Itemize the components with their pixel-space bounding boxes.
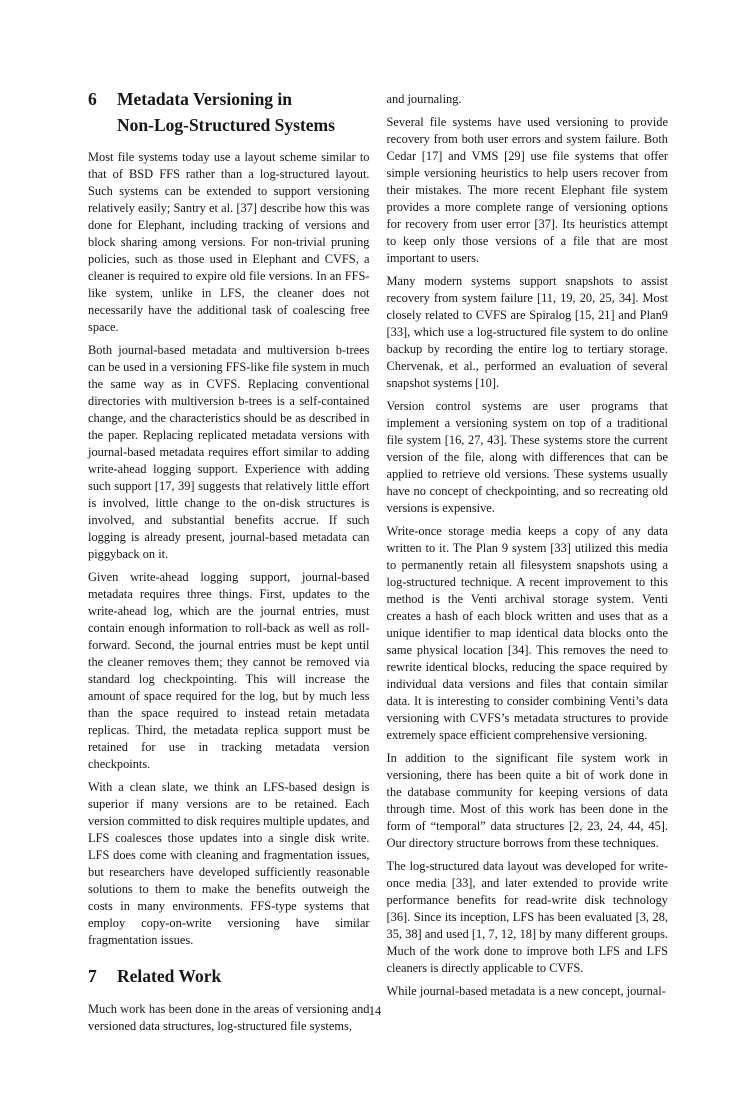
section-7-title-line-1: Related Work bbox=[117, 966, 222, 986]
paragraph: While journal-based metadata is a new concept, journal- bbox=[386, 984, 666, 998]
section-7-title bbox=[117, 963, 370, 989]
paragraph: Both journal-based metadata and multiversion b-trees can be used in a versioning FFS-like file system in much the same way as in CVFS. Replacing conventional directories with multiversion b-trees is a self-contained change, and the characteristics should be as described in the paper. Replacing replicated metadata versions with journal-based metadata requires effort similar to adding write-ahead logging support. Experience with adding such support [17, 39] suggests that relatively little effort is involved, little change to the on-disk structures is involved, and substantial benefits accrue. If such logging is already present, journal-based metadata can piggyback on it. bbox=[88, 343, 370, 561]
left-column bbox=[88, 86, 370, 1041]
two-column-layout bbox=[88, 86, 668, 1041]
paragraph: Several file systems have used versioning to provide recovery from both user errors and system failure. Both Cedar [17] and VMS [29] use file systems that offer simple versioning heuristics to help users recover from their mistakes. The more recent Elephant file system provides a more complete range of versioning options for recovery from user error [37]. Its heuristics attempt to keep only those versions of a file that are most important to users. bbox=[386, 115, 668, 265]
section-7-number: 7 bbox=[88, 966, 97, 986]
paragraph: In addition to the significant file system work in versioning, there has been quite a bit of work done in the database community for keeping versions of data through time. Most of this work has been done in the form of “temporal” data structures [2, 23, 24, 44, 45]. Our directory structure borrows from these techniques. bbox=[386, 751, 668, 850]
section-6-heading bbox=[88, 86, 370, 138]
paragraph: Most file systems today use a layout scheme similar to that of BSD FFS rather than a log-structured layout. Such systems can be extended to support versioning relatively easily; Santry et al. [37] describe how this was done for Elephant, including tracking of versions and block sharing among versions. For non-trivial pruning policies, such as those used in Elephant and CVFS, a cleaner is required to expire old file versions. In an FFS-like system, unlike in LFS, the cleaner does not necessarily have the additional task of coalescing free space. bbox=[88, 150, 370, 334]
paragraph: Write-once storage media keeps a copy of any data written to it. The Plan 9 system [33] utilized this media to permanently retain all filesystem snapshots using a log-structured technique. A recent improvement to this method is the Venti archival storage system. Venti creates a hash of each block written and uses that as a unique identifier to map identical data blocks onto the same physical location [34]. This removes the need to rewrite identical blocks, reducing the space required by individual data versions and files that contain similar data. It is interesting to consider combining Venti’s data versioning with CVFS’s metadata structures to provide extremely space efficient comprehensive versioning. bbox=[386, 524, 668, 742]
section-6-title-line-1: Metadata Versioning in bbox=[117, 89, 293, 109]
section-6-title-line-2: Non-Log-Structured Systems bbox=[117, 115, 335, 135]
paragraph: Given write-ahead logging support, journal-based metadata requires three things. First, updates to the write-ahead log, which are the journal entries, must contain enough information to roll-back as well as roll-forward. Second, the journal entries must be kept until the cleaner removes them; they cannot be removed via standard log checkpointing. This will increase the amount of space required for the log, but by much less than the space required to instead retain metadata replicas. Third, the metadata replica support must be retained for use in tracking metadata version checkpoints. bbox=[88, 570, 370, 771]
page-number: 14 bbox=[368, 1004, 382, 1018]
paragraph: Much work has been done in the areas of versioning and versioned data structures, log-structured file systems, bbox=[88, 1002, 370, 1033]
section-6-number: 6 bbox=[88, 89, 97, 109]
paragraph: Many modern systems support snapshots to assist recovery from system failure [11, 19, 20, 25, 34]. Most closely related to CVFS are Spiralog [15, 21] and Plan9 [33], which use a log-structured file system to do online backup by recording the entire log to tertiary storage. Chervenak, et al., performed an evaluation of several snapshot systems [10]. bbox=[386, 274, 668, 390]
paragraph: With a clean slate, we think an LFS-based design is superior if many versions are to be retained. Each version committed to disk requires multiple updates, and LFS coalesces those updates into a single disk write. LFS does come with cleaning and fragmentation issues, but researchers have developed sufficiently reasonable solutions to them to make the benefits outweigh the costs in many environments. FFS-type systems that employ copy-on-write versioning have similar fragmentation issues. bbox=[88, 780, 370, 947]
paragraph: Version control systems are user programs that implement a versioning system on top of a traditional file system [16, 27, 43]. These systems store the current version of the file, along with differences that can be applied to retrieve old versions. These systems usually have no concept of checkpointing, and so recreating old versions is expensive. bbox=[386, 399, 668, 515]
right-column bbox=[387, 86, 669, 1041]
paragraph: The log-structured data layout was developed for write-once media [33], and later extended to provide write performance benefits for read-write disk technology [36]. Since its inception, LFS has been evaluated [3, 28, 35, 38] and used [1, 7, 12, 18] by many different groups. Much of the work done to improve both LFS and LFS cleaners is directly applicable to CVFS. bbox=[386, 859, 668, 975]
section-6-title bbox=[117, 86, 370, 138]
section-7-heading bbox=[88, 963, 370, 989]
paragraph: and journaling. bbox=[386, 92, 462, 106]
